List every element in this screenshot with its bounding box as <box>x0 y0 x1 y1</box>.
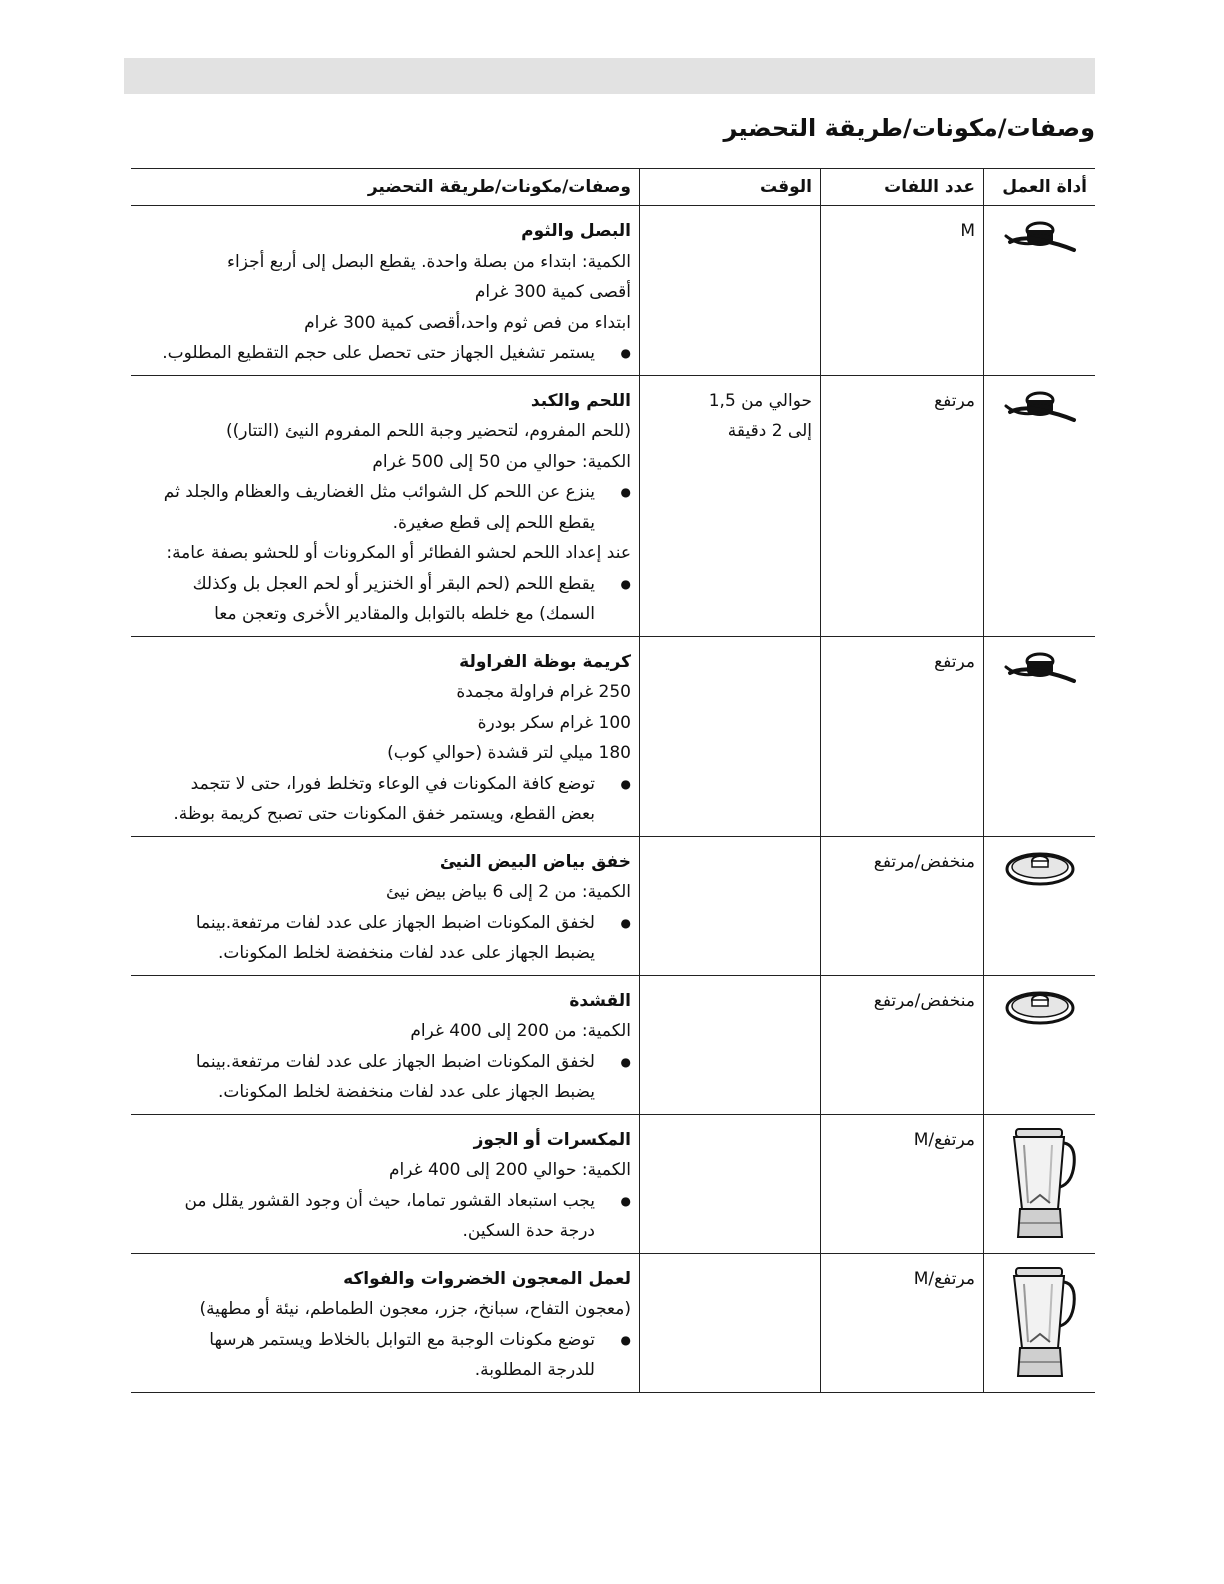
speed-cell: مرتفع <box>821 636 984 836</box>
table-header-row <box>131 169 1095 206</box>
bullet-line: ● لخفق المكونات اضبط الجهاز على عدد لفات مرتفعة.بينما <box>195 1051 595 1072</box>
recipe-line: عند إعداد اللحم لحشو الفطائر أو المكرونات أو للحشو بصفة عامة: <box>166 543 631 563</box>
table-row <box>131 206 1095 376</box>
bullet-line: يضبط الجهاز على عدد لفات منخفضة لخلط المكونات. <box>217 1082 595 1102</box>
recipe-line: (معجون التفاح، سبانخ، جزر، معجون الطماطم، نيئة أو مطهية) <box>199 1299 631 1319</box>
chopping-blade-icon <box>1002 411 1078 430</box>
time-line: حوالي من 1,5 <box>708 390 812 411</box>
recipe-line: 180 ميلي لتر قشدة (حوالي كوب) <box>387 743 631 763</box>
speed-cell: مرتفع <box>821 375 984 636</box>
column-header-recipe: وصفات/مكونات/طريقة التحضير <box>131 169 640 206</box>
tool-cell <box>984 1114 1096 1253</box>
time-line: إلى 2 دقيقة <box>727 420 812 441</box>
recipe-cell <box>131 375 640 636</box>
bullet-line: للدرجة المطلوبة. <box>474 1360 595 1380</box>
recipe-line: الكمية: من 200 إلى 400 غرام <box>410 1021 631 1041</box>
speed-cell: منخفض/مرتفع <box>821 975 984 1114</box>
speed-cell: منخفض/مرتفع <box>821 836 984 975</box>
bullet-line: ● توضع مكونات الوجبة مع التوابل بالخلاط ويستمر هرسها <box>209 1329 595 1350</box>
table-body <box>131 206 1095 1393</box>
recipe-line: 100 غرام سكر بودرة <box>477 712 631 733</box>
tool-cell <box>984 206 1096 376</box>
time-cell <box>640 1114 821 1253</box>
blender-jug-icon <box>1002 1228 1078 1247</box>
bullet-item <box>139 908 631 969</box>
bullet-line: ● توضع كافة المكونات في الوعاء وتخلط فورا، حتى لا تتجمد <box>190 773 595 794</box>
bullet-item <box>139 1325 631 1386</box>
bullet-line: ● يستمر تشغيل الجهاز حتى تحصل على حجم التقطيع المطلوب. <box>162 343 595 363</box>
recipe-cell <box>131 836 640 975</box>
bullet-item <box>139 769 631 830</box>
recipe-line: الكمية: حوالي 200 إلى 400 غرام <box>389 1160 631 1180</box>
recipe-title: اللحم والكبد <box>530 390 631 411</box>
recipe-title: البصل والثوم <box>521 221 631 241</box>
tool-cell <box>984 636 1096 836</box>
bullet-line: ● يجب استبعاد القشور تماما، حيث أن وجود القشور يقلل من <box>184 1190 595 1211</box>
bullet-line: يقطع اللحم إلى قطع صغيرة. <box>392 512 595 533</box>
time-cell <box>640 206 821 376</box>
column-header-speed: عدد اللفات <box>821 169 984 206</box>
time-cell <box>640 975 821 1114</box>
recipe-title: القشدة <box>569 990 631 1011</box>
table-row <box>131 375 1095 636</box>
bullet-line: يضبط الجهاز على عدد لفات منخفضة لخلط المكونات. <box>217 943 595 963</box>
chopping-blade-icon <box>1002 241 1078 260</box>
recipe-line: أقصى كمية 300 غرام <box>474 282 631 302</box>
table-row <box>131 836 1095 975</box>
recipe-cell <box>131 636 640 836</box>
bullet-item <box>139 569 631 630</box>
page-title: وصفات/مكونات/طريقة التحضير <box>723 114 1095 142</box>
bullet-line: درجة حدة السكين. <box>462 1221 595 1241</box>
recipe-title: كريمة بوظة الفراولة <box>459 651 631 672</box>
recipe-line: الكمية: ابتداء من بصلة واحدة. يقطع البصل إلى أربع أجزاء <box>227 251 631 272</box>
tool-cell <box>984 836 1096 975</box>
time-cell <box>640 375 821 636</box>
bullet-item <box>139 477 631 538</box>
recipe-line: الكمية: حوالي من 50 إلى 500 غرام <box>372 451 631 472</box>
recipe-line: 250 غرام فراولة مجمدة <box>456 682 631 702</box>
header-bar <box>124 58 1095 94</box>
whisk-disc-icon <box>1002 872 1078 891</box>
time-cell <box>640 1253 821 1392</box>
table-row <box>131 1114 1095 1253</box>
time-cell <box>640 636 821 836</box>
recipe-title: خفق بياض البيض النيئ <box>439 851 631 872</box>
bullet-line: السمك) مع خلطه بالتوابل والمقادير الأخرى وتعجن معا <box>214 604 595 624</box>
recipe-line: ابتداء من فص ثوم واحد،أقصى كمية 300 غرام <box>304 312 631 333</box>
bullet-line: بعض القطع، ويستمر خفق المكونات حتى تصبح كريمة بوظة. <box>173 804 595 824</box>
bullet-item <box>139 1186 631 1247</box>
speed-cell: M <box>821 206 984 376</box>
tool-cell <box>984 975 1096 1114</box>
speed-cell: مرتفع/M <box>821 1114 984 1253</box>
recipe-cell <box>131 1114 640 1253</box>
recipe-cell <box>131 975 640 1114</box>
whisk-disc-icon <box>1002 1011 1078 1030</box>
recipe-line: (للحم المفروم، لتحضير وجبة اللحم المفروم النيئ (التتار)) <box>225 421 631 441</box>
recipe-title: لعمل المعجون الخضروات والفواكه <box>343 1268 631 1289</box>
bullet-line: ● لخفق المكونات اضبط الجهاز على عدد لفات مرتفعة.بينما <box>195 912 595 933</box>
recipe-title: المكسرات أو الجوز <box>473 1129 631 1150</box>
table-row <box>131 975 1095 1114</box>
bullet-line: ● ينزع عن اللحم كل الشوائب مثل الغضاريف والعظام والجلد ثم <box>163 482 595 502</box>
column-header-tool: أداة العمل <box>984 169 1096 206</box>
tool-cell <box>984 375 1096 636</box>
recipe-line: الكمية: من 2 إلى 6 بياض بيض نيئ <box>385 882 631 902</box>
chopping-blade-icon <box>1002 672 1078 691</box>
table-row <box>131 1253 1095 1392</box>
recipe-table <box>131 168 1095 1393</box>
bullet-line: ● يقطع اللحم (لحم البقر أو الخنزير أو لحم العجل بل وكذلك <box>192 573 595 594</box>
tool-cell <box>984 1253 1096 1392</box>
table-row <box>131 636 1095 836</box>
recipe-cell <box>131 206 640 376</box>
bullet-item <box>139 338 631 369</box>
bullet-item <box>139 1047 631 1108</box>
blender-jug-icon <box>1002 1367 1078 1386</box>
recipe-cell <box>131 1253 640 1392</box>
time-cell <box>640 836 821 975</box>
column-header-time: الوقت <box>640 169 821 206</box>
speed-cell: مرتفع/M <box>821 1253 984 1392</box>
